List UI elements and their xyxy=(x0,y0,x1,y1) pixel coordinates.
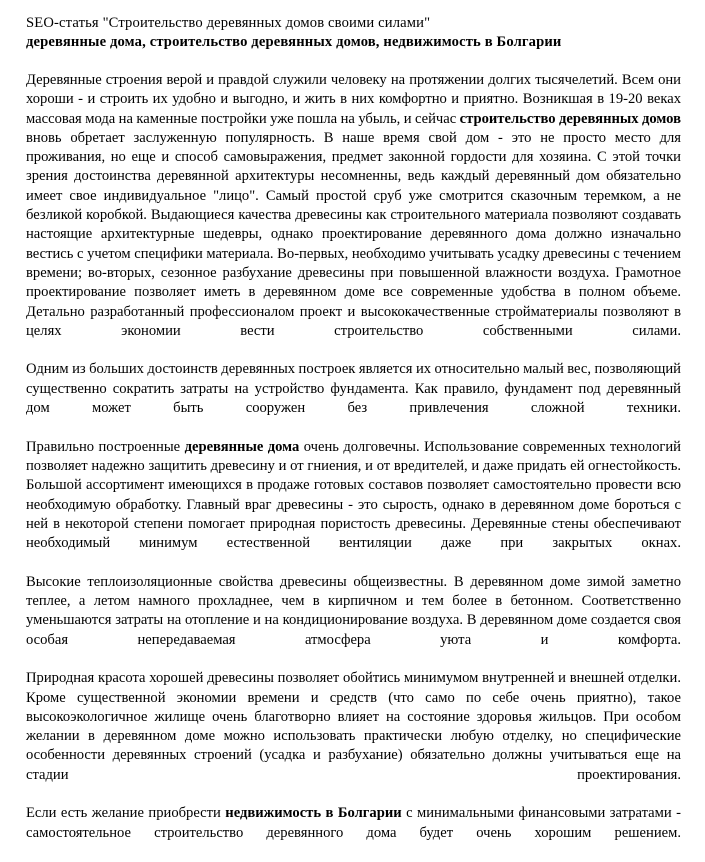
text-run: Если есть желание приобрести xyxy=(26,805,226,822)
text-run: с минимальными финансовыми затратами - самостоятельное строительство деревянного дома будет очень хорошим решением. xyxy=(26,805,681,841)
text-run: Одним из больших достоинств деревянных построек является их относительно малый вес, позволяющий существенно сократить затраты на устройство фундамента. Как правило, фундамент под деревянный дом может быть сооружен без привлечения сложной техники. xyxy=(26,361,681,417)
paragraph xyxy=(26,438,681,573)
paragraph xyxy=(26,71,681,360)
document-header xyxy=(26,14,680,52)
text-run: Правильно построенные xyxy=(26,438,185,455)
text-run: Деревянные строения верой и правдой служили человеку на протяжении долгих тысячелетий. Всем они хороши - и строить их удобно и выгодно, и жить в них комфортно и приятно. Возникшая в 19-20 веках массовая мода на каменные постройки уже пошла на убыль, и сейчас xyxy=(26,72,681,127)
text-run: очень долговечны. Использование современных технологий позволяет надежно защитить древесину и от гниения, и от вредителей, и даже придать ей огнестойкость. Большой ассортимент имеющихся в продаже готовых составов позволяет самостоятельно провести всю необходимую обработку. Главный враг древесины - это сырость, однако в деревянном доме бороться с ней в некоторой степени помогает природная пористость древесины. Деревянные стены обеспечивают необходимый минимум естественной вентиляции даже при закрытых окнах. xyxy=(26,438,681,552)
paragraph xyxy=(26,360,681,437)
text-run: Высокие теплоизоляционные свойства древесины общеизвестны. В деревянном доме зимой заметно теплее, а летом намного прохладнее, чем в кирпичном и тем более в бетонном. Соответственно уменьшаются затраты на отопление и на кондиционирование воздуха. В деревянном доме создается своя особая непередаваемая атмосфера уюта и комфорта. xyxy=(26,573,681,648)
keywords-line: деревянные дома, строительство деревянных домов, недвижимость в Болгарии xyxy=(26,34,562,50)
text-run: Природная красота хорошей древесины позволяет обойтись минимумом внутренней и внешней отделки. Кроме существенной экономии времени и средств (что само по себе очень приятно), такое высокоэкологичное жилище очень благотворно влияет на состояние здоровья жильцов. При особом желании в деревянном доме можно использовать практически любую отделку, но специфические особенности деревянных строений (усадка и разбухание) обязательно должны учитываться еще на стадии проектирования. xyxy=(26,670,681,783)
header-spacer xyxy=(26,52,680,71)
paragraph xyxy=(26,804,681,862)
keyword-phrase: недвижимость в Болгарии xyxy=(225,805,402,822)
keyword-phrase: строительство деревянных домов xyxy=(459,110,681,127)
article-body xyxy=(26,71,681,862)
text-run: вновь обретает заслуженную популярность. В наше время свой дом - это не просто место для проживания, но еще и способ самовыражения, предмет законной гордости для хозяина. С этой точки зрения достоинства деревянной архитектуры несомненны, ведь каждый деревянный дом обязательно имеет свое индивидуальное "лицо". Самый простой сруб уже смотрится сказочным теремком, а не безликой коробкой. Выдающиеся качества древесины как строительного материала позволяют создавать настоящие архитектурные шедевры, однако проектирование деревянного дома должно изначально вестись с учетом специфики материала. Во-первых, необходимо учитывать усадку древесины с течением времени; во-вторых, сезонное разбухание древесины при повышенной влажности воздуха. Грамотное проектирование позволяет иметь в деревянном доме все современные удобства в полном объеме. Детально разработанный профессионалом проект и высококачественные стройматериалы позволяют в целях экономии вести строительство собственными силами. xyxy=(26,129,681,339)
page-title: SEO-статья "Строительство деревянных домов своими силами" xyxy=(26,15,431,31)
keyword-phrase: деревянные дома xyxy=(184,438,300,455)
paragraph xyxy=(26,573,681,669)
paragraph xyxy=(26,669,681,804)
